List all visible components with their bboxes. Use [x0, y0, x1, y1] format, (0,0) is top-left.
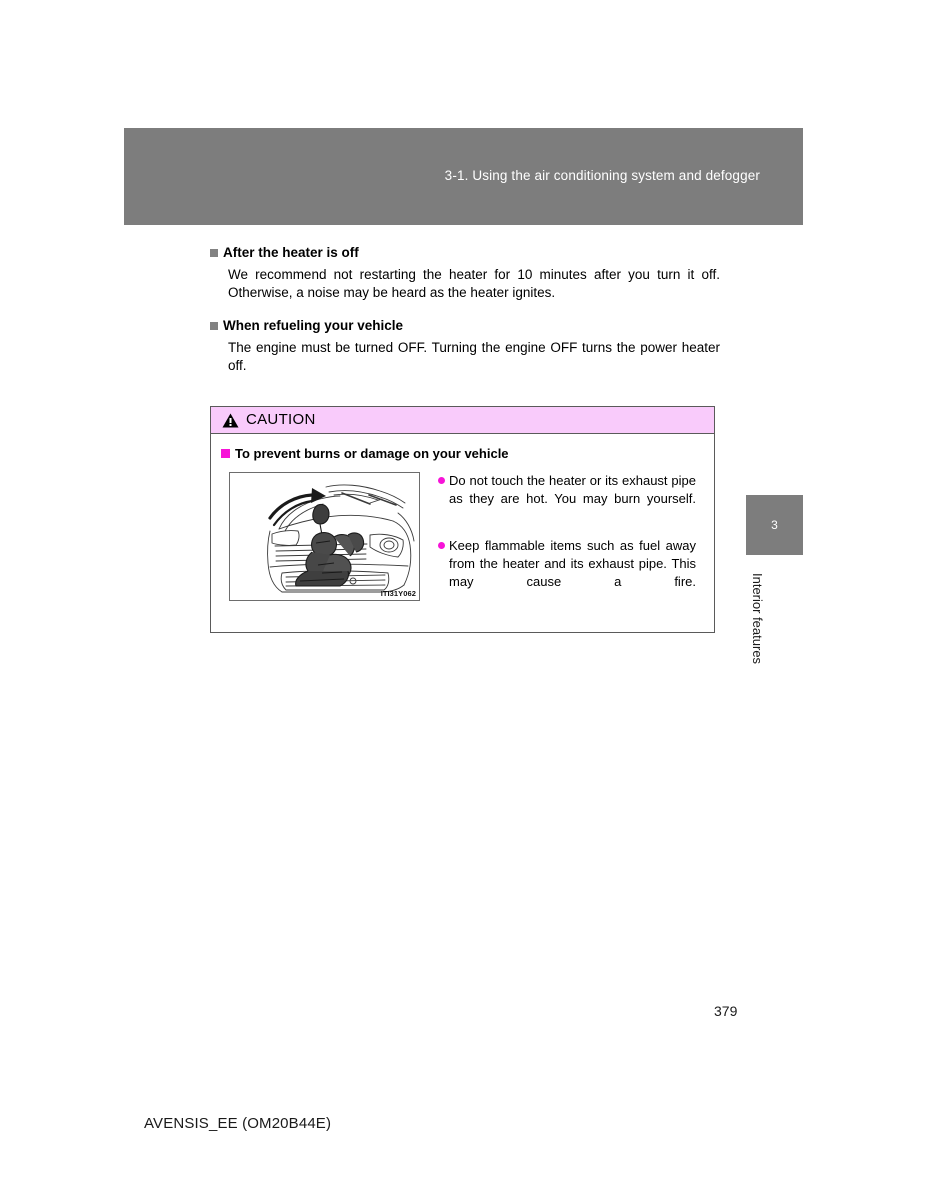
- section-body-refueling: The engine must be turned OFF. Turning the engine OFF turns the power heater off.: [228, 340, 720, 373]
- square-bullet-icon: [210, 322, 218, 330]
- section-heading-after-heater-off: [210, 245, 720, 261]
- round-bullet-icon: [438, 542, 445, 549]
- warning-triangle-icon: [222, 413, 239, 428]
- caution-subheading-label: To prevent burns or damage on your vehicle: [235, 446, 509, 461]
- caution-header: [211, 407, 714, 434]
- figure-code: ITI31Y062: [380, 589, 416, 598]
- section-heading-refueling: [210, 318, 720, 334]
- caution-bullet-item: [438, 537, 696, 609]
- chapter-tab-number: 3: [746, 495, 803, 555]
- caution-bullet-text: Do not touch the heater or its exhaust pipe as they are hot. You may burn yourself.: [449, 473, 696, 506]
- page-header-title: 3-1. Using the air conditioning system and defogger: [444, 168, 760, 183]
- square-bullet-icon: [210, 249, 218, 257]
- section-heading-label: After the heater is off: [223, 245, 359, 260]
- caution-label: CAUTION: [246, 411, 316, 428]
- round-bullet-icon: [438, 477, 445, 484]
- main-content: [210, 245, 720, 375]
- caution-bullet-item: [438, 472, 696, 526]
- caution-columns: [211, 472, 714, 609]
- page-number: 379: [714, 1003, 738, 1019]
- caution-subheading: [221, 446, 714, 461]
- vehicle-front-illustration: [229, 472, 420, 601]
- section-body-after-heater-off: We recommend not restarting the heater for 10 minutes after you turn it off. Otherwise, a noise may be heard as the heater ignites.: [228, 267, 720, 300]
- square-bullet-icon: [221, 449, 230, 458]
- caution-box: [210, 406, 715, 633]
- car-front-line-drawing: [230, 473, 419, 600]
- section-heading-label: When refueling your vehicle: [223, 317, 404, 333]
- chapter-tab-name: Interior features: [750, 573, 765, 665]
- caution-bullet-text: Keep flammable items such as fuel away from the heater and its exhaust pipe. This may cause a fire.: [449, 537, 696, 589]
- footer-document-code: AVENSIS_EE (OM20B44E): [144, 1115, 332, 1132]
- caution-bullet-list: [438, 472, 696, 609]
- caution-body: [211, 434, 714, 609]
- page-header-band: [124, 128, 803, 225]
